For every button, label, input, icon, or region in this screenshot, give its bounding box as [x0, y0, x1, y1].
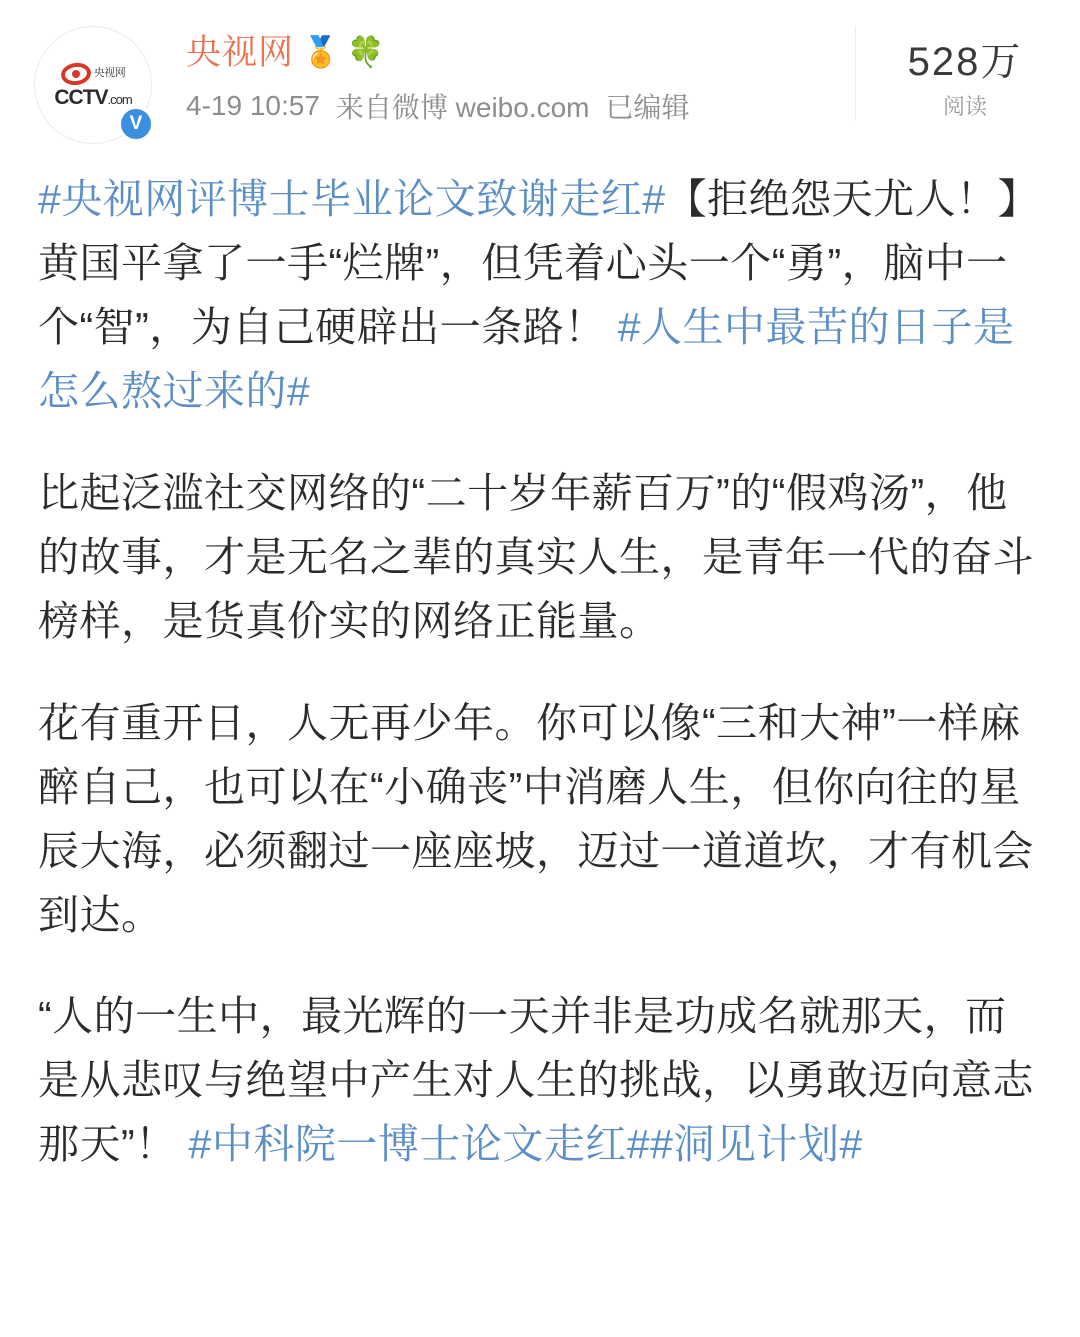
user-name-row [186, 32, 855, 74]
post-meta [186, 86, 855, 126]
post-text: 比起泛滥社交网络的“二十岁年薪百万”的“假鸡汤”，他的故事，才是无名之辈的真实人生，是青年一代的奋斗榜样，是货真价实的网络正能量。 [38, 469, 1034, 644]
avatar-logo-word: CCTV [54, 85, 108, 109]
cctv-eye-icon [59, 61, 92, 87]
read-count-label: 阅读 [942, 94, 987, 119]
post-edited-label: 已编辑 [605, 92, 690, 123]
topic-link[interactable]: #洞见计划# [650, 1121, 863, 1168]
post-header-main [152, 26, 855, 126]
clover-icon: 🍀 [347, 36, 385, 69]
post-paragraph [38, 168, 1046, 424]
post-text: 【拒绝怨天尤人！】黄国平拿了一手“烂牌”，但凭着心头一个“勇”，脑中一个“智”，为自己硬辟出一条路！ [38, 176, 1040, 350]
avatar[interactable] [34, 26, 152, 144]
user-name[interactable]: 央视网 [186, 33, 295, 72]
post-text: 花有重开日，人无再少年。你可以像“三和大神”一样麻醉自己，也可以在“小确丧”中消磨人生，但你向往的星辰大海，必须翻过一座座坡，迈过一道道坎，才有机会到达。 [38, 699, 1034, 938]
post-paragraph [38, 462, 1046, 654]
post-text: “人的一生中，最光辉的一天并非是功成名就那天，而是从悲叹与绝望中产生对人生的挑战，以勇敢迈向意志那天”！ [38, 993, 1034, 1168]
medal-icon: 🏅 [302, 36, 340, 69]
avatar-logo-dotcom: .com [107, 91, 132, 107]
topic-link[interactable]: #中科院一博士论文走红# [188, 1121, 651, 1168]
avatar-logo-cn: 央视网 [93, 66, 126, 79]
post-paragraph [38, 692, 1046, 948]
post-source[interactable]: 来自微博 weibo.com [335, 92, 590, 123]
post-timestamp: 4-19 10:57 [186, 90, 320, 121]
cctv-logo-icon [54, 63, 131, 108]
read-count-block [855, 26, 1050, 121]
post-paragraph [38, 985, 1046, 1177]
topic-link[interactable]: #央视网评博士毕业论文致谢走红# [38, 176, 666, 222]
post-header [0, 0, 1080, 144]
topic-link[interactable]: #人生中最苦的日子是怎么熬过来的# [38, 303, 1015, 414]
verified-badge-icon: V [118, 106, 154, 142]
post-content [0, 144, 1080, 1177]
read-count-value: 528万 [907, 40, 1023, 84]
